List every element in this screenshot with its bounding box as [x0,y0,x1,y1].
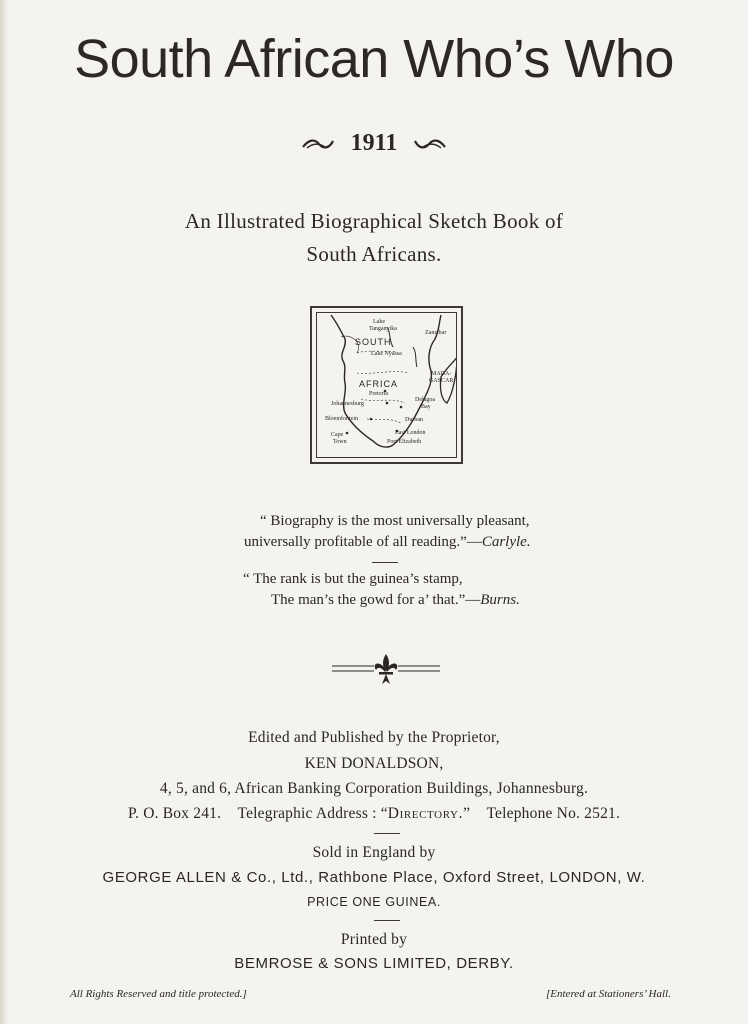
quote-carlyle-text: universally profitable of all reading.”— [244,534,482,550]
map-label-pretoria: Pretoria [369,391,388,397]
publisher-name: KEN DONALDSON, [304,755,444,772]
left-flourish-icon [301,137,335,151]
footer-entered: [Entered at Stationers’ Hall. [546,988,671,1000]
contact-line [0,805,748,823]
publication-year: 1911 [350,130,398,156]
separator-2 [374,920,400,921]
map-label-tanganyika: Tanganyika [369,326,397,332]
subtitle-line-1: An Illustrated Biographical Sketch Book of [184,209,564,233]
telephone: Telephone No. 2521. [486,805,621,822]
quote-carlyle-author: Carlyle. [481,534,531,550]
map-label-gascar: GASCAR [429,378,454,384]
map-label-port-elizabeth: Port Elizabeth [387,439,422,445]
right-flourish-icon [413,137,447,151]
telegraphic-suffix: ” [463,805,471,822]
quote-carlyle-line-2 [244,532,531,553]
quote-separator [372,562,398,563]
printed-label: Printed by [340,931,408,948]
map-label-south: SOUTH [355,337,392,347]
quote-burns-line-2 [271,590,520,611]
publisher-address: 4, 5, and 6, African Banking Corporation Buildings, Johannesburg. [159,780,589,797]
map-label-bloemfontein: Bloemfontein [325,416,358,422]
quote-burns-author: Burns. [480,592,520,608]
south-africa-map [310,306,463,464]
map-label-lake: Lake [373,319,385,325]
quote-carlyle-line-1: “ Biography is the most universally pleasant, [260,513,530,529]
telegraphic-prefix: Telegraphic Address : “ [237,805,388,822]
footer-rights: All Rights Reserved and title protected.] [70,988,247,1000]
sold-firm: GEORGE ALLEN & Co., Ltd., Rathbone Place, Oxford Street, LONDON, W. [102,869,646,886]
sold-label: Sold in England by [312,844,436,861]
telegraphic-word: Directory. [387,805,464,822]
map-label-zanzibar: Zanzibar [425,330,447,336]
subtitle-line-2: South Africans. [306,242,442,266]
map-label-johannesburg: Johannesburg [331,401,364,407]
map-label-durban: Durban [405,417,423,423]
quote-burns-line-1: “ The rank is but the guinea’s stamp, [243,571,463,587]
price: PRICE ONE GUINEA. [307,895,441,909]
year-row [0,130,748,157]
fleur-de-lis-divider-icon [330,652,442,688]
map-label-delagoa: Delagoa [415,397,435,403]
map-label-town: Town [333,439,347,445]
printer-firm: BEMROSE & SONS LIMITED, DERBY. [234,955,514,972]
map-label-africa: AFRICA [359,379,399,389]
po-box: P. O. Box 241. [127,805,222,822]
map-label-lake-nyassa: Lake Nyassa [371,351,402,357]
subtitle [0,205,748,271]
map-label-mada: MADA- [431,371,452,377]
map-label-bay: Bay [421,404,431,410]
edited-by-line: Edited and Published by the Proprietor, [248,729,500,746]
separator-1 [374,833,400,834]
map-inner-frame [316,312,457,458]
quote-burns-text: The man’s the gowd for a’ that.”— [271,592,481,608]
map-label-east-london: East London [395,430,426,436]
map-label-cape: Cape [331,432,344,438]
book-title: South African Who’s Who [74,29,674,89]
